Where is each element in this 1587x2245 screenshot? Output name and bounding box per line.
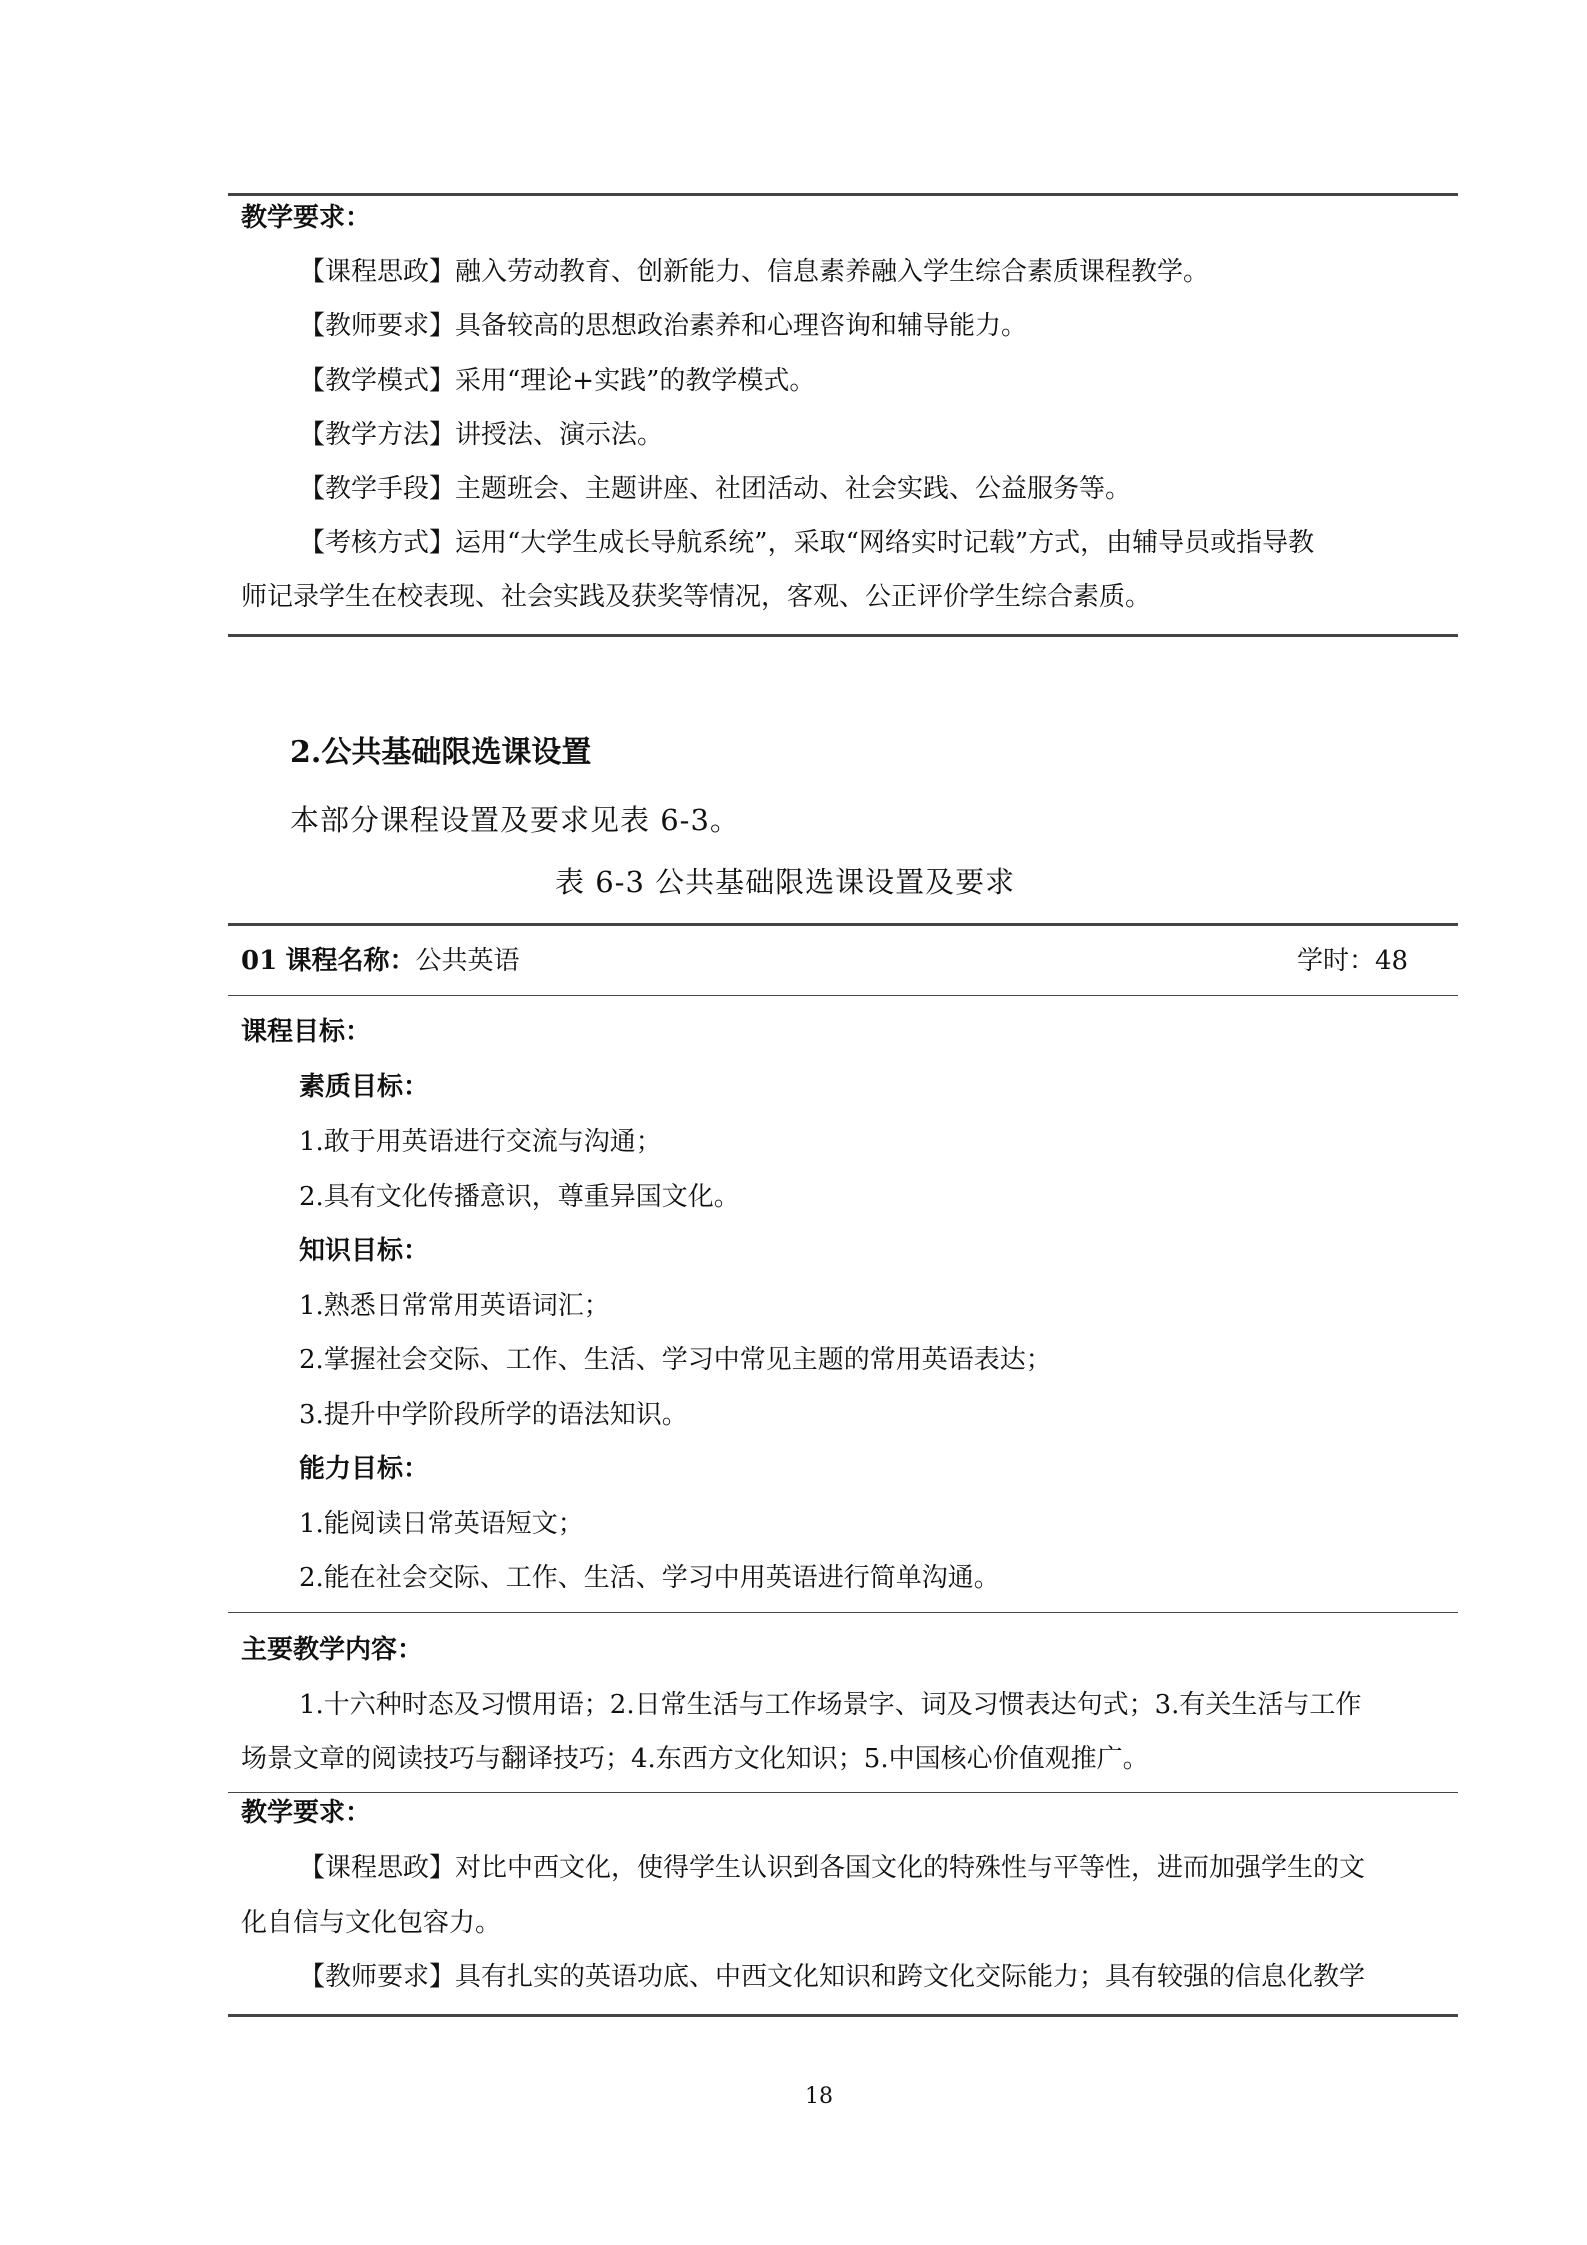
course-requirement-ideology: 【课程思政】对比中西文化，使得学生认识到各国文化的特殊性与平等性，进而加强学生的文 — [299, 1853, 1366, 1883]
goals-title: 课程目标： — [241, 1017, 372, 1047]
content-line: 场景文章的阅读技巧与翻译技巧；4.东西方文化知识；5.中国核心价值观推广。 — [241, 1744, 1149, 1774]
knowledge-goal-item: 3.提升中学阶段所学的语法知识。 — [299, 1400, 688, 1430]
knowledge-goals-title: 知识目标： — [299, 1236, 430, 1266]
requirement-assessment-cont: 师记录学生在校表现、社会实践及获奖等情况，客观、公正评价学生综合素质。 — [241, 582, 1152, 612]
requirement-assessment: 【考核方式】运用“大学生成长导航系统”，采取“网络实时记载”方式，由辅导员或指导教 — [299, 528, 1315, 558]
quality-goal-item: 1.敢于用英语进行交流与沟通； — [299, 1127, 662, 1157]
requirement-mode: 【教学模式】采用“理论+实践”的教学模式。 — [299, 366, 816, 396]
quality-goals-title: 素质目标： — [299, 1072, 430, 1102]
table-top-border — [228, 193, 1458, 196]
requirement-means: 【教学手段】主题班会、主题讲座、社团活动、社会实践、公益服务等。 — [299, 474, 1132, 504]
page-number: 18 — [805, 2084, 833, 2109]
requirement-teacher: 【教师要求】具备较高的思想政治素养和心理咨询和辅导能力。 — [299, 311, 1028, 341]
course-name-row: 01 课程名称：公共英语 — [241, 946, 520, 976]
ability-goal-item: 2.能在社会交际、工作、生活、学习中用英语进行简单沟通。 — [299, 1563, 1000, 1593]
content-title: 主要教学内容： — [241, 1635, 424, 1665]
requirement-ideology: 【课程思政】融入劳动教育、创新能力、信息素养融入学生综合素质课程教学。 — [299, 257, 1210, 287]
quality-goal-item: 2.具有文化传播意识，尊重异国文化。 — [299, 1182, 740, 1212]
ability-goal-item: 1.能阅读日常英语短文； — [299, 1509, 584, 1539]
course-requirements-title: 教学要求： — [241, 1798, 372, 1828]
course-requirement-teacher: 【教师要求】具有扎实的英语功底、中西文化知识和跨文化交际能力；具有较强的信息化教学 — [299, 1962, 1366, 1992]
table-caption: 表 6-3 公共基础限选课设置及要求 — [555, 865, 1016, 899]
course-hours: 学时：48 — [1297, 946, 1409, 976]
content-line: 1.十六种时态及习惯用语；2.日常生活与工作场景字、词及习惯表达句式；3.有关生活与工作 — [299, 1690, 1362, 1720]
table-bottom-border — [228, 634, 1458, 637]
knowledge-goal-item: 1.熟悉日常常用英语词汇； — [299, 1291, 610, 1321]
knowledge-goal-item: 2.掌握社会交际、工作、生活、学习中常见主题的常用英语表达； — [299, 1345, 1052, 1375]
row-divider — [228, 1792, 1458, 1793]
ability-goals-title: 能力目标： — [299, 1454, 430, 1484]
requirements-title: 教学要求： — [241, 203, 372, 233]
row-divider — [228, 1612, 1458, 1613]
requirement-method: 【教学方法】讲授法、演示法。 — [299, 420, 664, 450]
course-table-bottom-border — [228, 2014, 1458, 2017]
course-table-top-border — [228, 923, 1458, 926]
section-intro: 本部分课程设置及要求见表 6-3。 — [290, 803, 740, 837]
row-divider — [228, 995, 1458, 996]
section-heading: 2.公共基础限选课设置 — [290, 735, 592, 770]
course-requirement-ideology-cont: 化自信与文化包容力。 — [241, 1908, 502, 1938]
